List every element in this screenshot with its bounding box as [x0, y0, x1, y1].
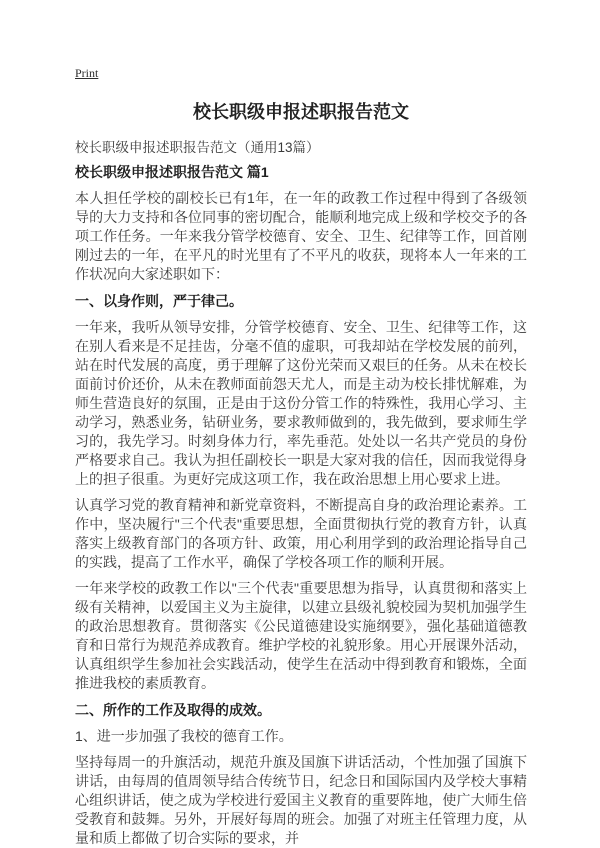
document-paragraph: 坚持每周一的升旗活动，规范升旗及国旗下讲话活动，个性加强了国旗下讲话，由每周的值周领导结合传统节日，纪念日和国际国内及学校大事精心组织讲话，使之成为学校进行爱国主义教育的重要阵地，使广大师生倍受教育和鼓舞。另外，开展好每周的班会。加强了对班主任管理力度，从量和质上都做了切合实际的要求，并 [75, 754, 527, 846]
document-paragraph: 认真学习党的教育精神和新党章资料，不断提高自身的政治理论素养。工作中，坚决履行"三个代表"重要思想，全面贯彻执行党的教育方针，认真落实上级教育部门的各项方针、政策，用心利用学到的政治理论指导自己的实践，提高了工作水平，确保了学校各项工作的顺利开展。 [75, 497, 527, 570]
page-title: 校长职级申报述职报告范文 [193, 102, 409, 122]
document-paragraph: 一年来学校的政教工作以"三个代表"重要思想为指导，认真贯彻和落实上级有关精神，以爱国主义为主旋律，以建立县级礼貌校园为契机加强学生的政治思想教育。贯彻落实《公民道德建设实施纲要》，强化基础道德教育和日常行为规范养成教育。维护学校的礼貌形象。用心开展课外活动，认真组织学生参加社会实践活动，使学生在活动中得到教育和锻炼，全面推进我校的素质教育。 [75, 580, 527, 691]
document-body [75, 163, 527, 848]
document-subtitle: 校长职级申报述职报告范文（通用13篇） [75, 140, 320, 155]
document-paragraph: 1、进一步加强了我校的德育工作。 [75, 728, 293, 744]
document-paragraph: 本人担任学校的副校长已有1年，在一年的政教工作过程中得到了各级领导的大力支持和各位同事的密切配合，能顺利地完成上级和学校交予的各项工作任务。一年来我分管学校德育、安全、卫生、纪律等工作，回首刚刚过去的一年，在平凡的时光里有了不平凡的收获，现将本人一年来的工作状况向大家述职如下： [75, 190, 527, 282]
document-paragraph: 一年来，我听从领导安排，分管学校德育、安全、卫生、纪律等工作，这在别人看来是不足挂齿，分毫不值的虚职，可我却站在学校发展的前列，站在时代发展的高度，勇于理解了这份光荣而又艰巨的任务。从未在校长面前讨价还价，从未在教师面前怨天尤人，而是主动为校长排忧解难，为师生营造良好的氛围，正是由于这份分管工作的特殊性，我用心学习、主动学习，熟悉业务，钻研业务，要求教师做到的，我先做到，要求师生学习的，我先学习。时刻身体力行，率先垂范。处处以一名共产党员的身份严格要求自己。我认为担任副校长一职是大家对我的信任，因而我觉得身上的担子很重。为更好完成这项工作，我在政治思想上用心要求上进。 [75, 319, 527, 487]
document-heading: 校长职级申报述职报告范文 篇1 [75, 164, 269, 180]
document-heading: 二、所作的工作及取得的成效。 [75, 702, 271, 718]
document-heading: 一、以身作则，严于律己。 [75, 293, 243, 309]
print-link[interactable]: Print [75, 66, 99, 80]
